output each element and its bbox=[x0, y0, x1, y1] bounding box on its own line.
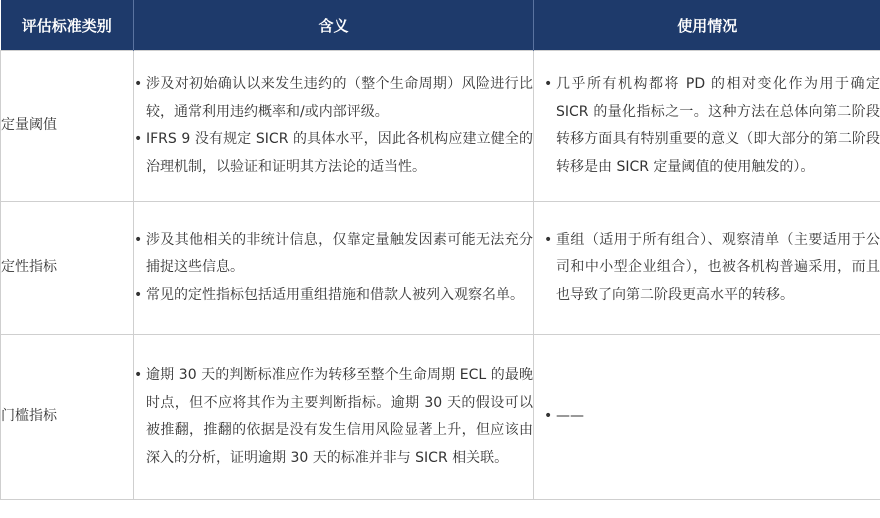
list-item: • —— bbox=[544, 403, 880, 431]
meaning-list bbox=[134, 362, 533, 472]
table-row-qualitative bbox=[1, 202, 880, 335]
list-item: • 涉及其他相关的非统计信息，仅靠定量触发因素可能无法充分捕捉这些信息。 bbox=[134, 227, 533, 282]
meaning-cell bbox=[134, 202, 534, 335]
table-row-backstop bbox=[1, 335, 880, 500]
header-meaning: 含义 bbox=[134, 0, 534, 51]
list-item: • IFRS 9 没有规定 SICR 的具体水平，因此各机构应建立健全的治理机制，以验证和证明其方法论的适当性。 bbox=[134, 126, 533, 181]
list-item: • 逾期 30 天的判断标准应作为转移至整个生命周期 ECL 的最晚时点，但不应将其作为主要判断指标。逾期 30 天的假设可以被推翻，推翻的依据是没有发生信用风险显著上升，但应该由深入的分析，证明逾期 30 天的标准并非与 SICR 相关联。 bbox=[134, 362, 533, 472]
list-item: • 常见的定性指标包括适用重组措施和借款人被列入观察名单。 bbox=[134, 282, 533, 310]
category-cell: 门槛指标 bbox=[1, 335, 134, 500]
table-row-quantitative bbox=[1, 51, 880, 202]
usage-cell bbox=[534, 51, 880, 202]
header-category: 评估标准类别 bbox=[1, 0, 134, 51]
header-row bbox=[1, 0, 880, 51]
meaning-list bbox=[134, 227, 533, 310]
meaning-list bbox=[134, 71, 533, 181]
usage-list bbox=[544, 227, 880, 310]
usage-cell bbox=[534, 202, 880, 335]
category-cell: 定性指标 bbox=[1, 202, 134, 335]
list-item: • 几乎所有机构都将 PD 的相对变化作为用于确定 SICR 的量化指标之一。这种方法在总体向第二阶段转移方面具有特别重要的意义（即大部分的第二阶段转移是由 SICR 定量阈值的使用触发的）。 bbox=[544, 71, 880, 181]
list-item: • 重组（适用于所有组合）、观察清单（主要适用于公司和中小型企业组合），也被各机构普遍采用，而且也导致了向第二阶段更高水平的转移。 bbox=[544, 227, 880, 310]
meaning-cell bbox=[134, 51, 534, 202]
usage-list bbox=[544, 71, 880, 181]
list-item: • 涉及对初始确认以来发生违约的（整个生命周期）风险进行比较，通常利用违约概率和/或内部评级。 bbox=[134, 71, 533, 126]
header-usage: 使用情况 bbox=[534, 0, 880, 51]
category-cell: 定量阈值 bbox=[1, 51, 134, 202]
meaning-cell bbox=[134, 335, 534, 500]
usage-list bbox=[544, 403, 880, 431]
usage-cell bbox=[534, 335, 880, 500]
